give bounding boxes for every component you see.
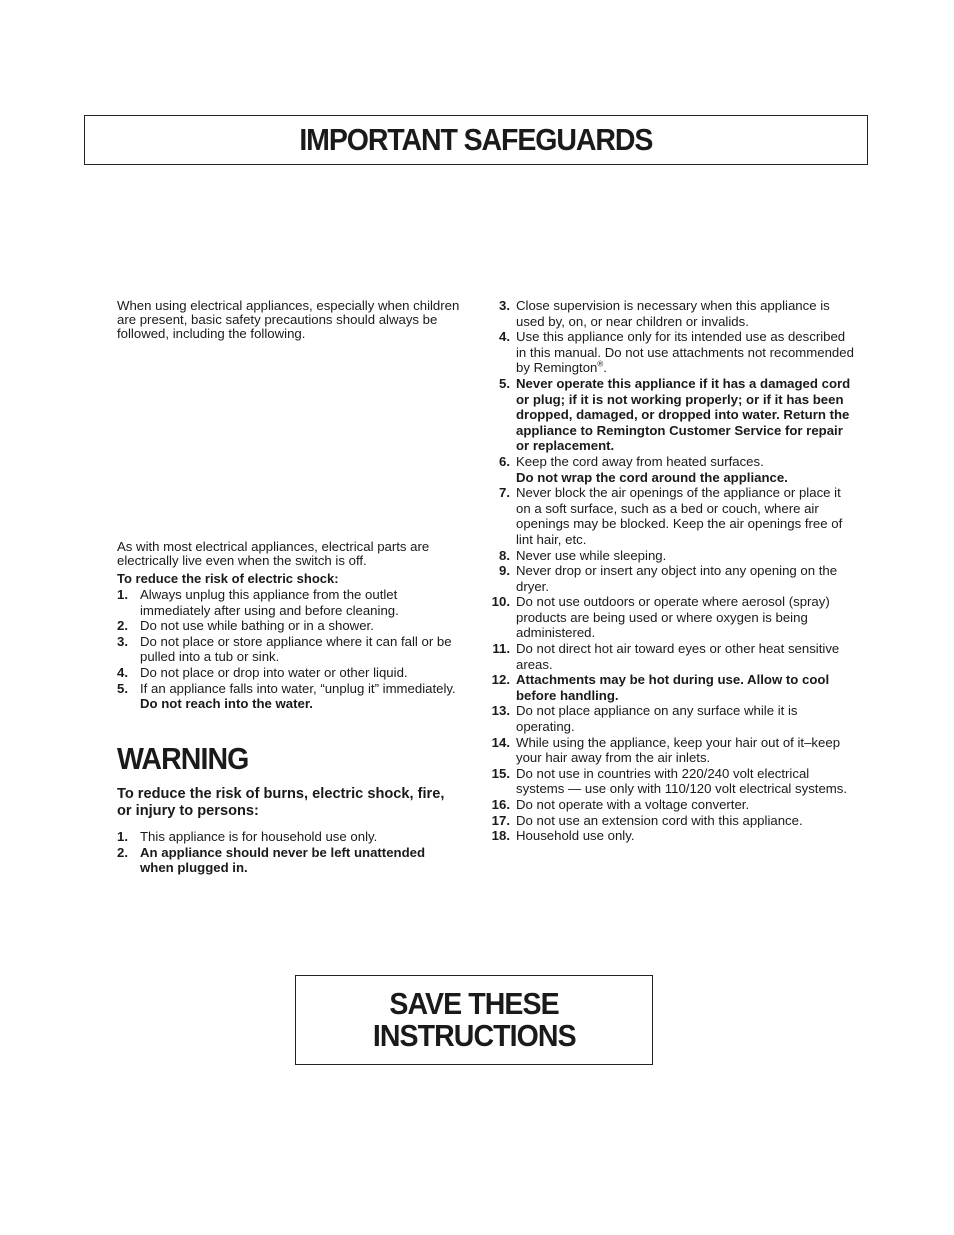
list-item: 6. Keep the cord away from heated surfaces. Do not wrap the cord around the appliance. xyxy=(499,453,788,485)
save-line-2: INSTRUCTIONS xyxy=(372,1018,576,1053)
list-item: 13. Do not place appliance on any surface while it is operating. xyxy=(491,703,798,735)
warning-list xyxy=(117,829,462,876)
list-item: 5. If an appliance falls into water, “unplug it” immediately. Do not reach into the water. xyxy=(117,680,456,712)
live-parts-paragraph: As with most electrical appliances, electrical parts are electrically live even when the switch is off. xyxy=(117,539,430,568)
list-item: 17. Do not use an extension cord with this appliance. xyxy=(491,812,803,828)
safeguards-list xyxy=(488,298,858,844)
shock-list xyxy=(117,587,462,712)
list-item: 15. Do not use in countries with 220/240 volt electrical systems — use only with 110/120 volt electrical systems. xyxy=(491,765,848,797)
list-item: 1. This appliance is for household use only. xyxy=(117,829,378,844)
list-item: 3. Do not place or store appliance where it can fall or be pulled into a tub or sink. xyxy=(117,633,452,665)
list-item: 7. Never block the air openings of the appliance or place it on a soft surface, such as a bed or couch, where air openings may be blocked. Keep the air openings free of lint hair, etc. xyxy=(499,485,843,547)
list-item: 14. While using the appliance, keep your hair out of it–keep your hair away from the air inlets. xyxy=(491,734,841,766)
title-box xyxy=(84,115,868,165)
list-item: 18. Household use only. xyxy=(491,828,635,844)
list-item: 3. Close supervision is necessary when this appliance is used by, on, or near children or invalids. xyxy=(499,298,830,329)
list-item: 9. Never drop or insert any object into any opening on the dryer. xyxy=(499,563,838,594)
list-item: 4. Use this appliance only for its intended use as described in this manual. Do not use attachments not recommended by Remington®. xyxy=(499,329,854,376)
list-item: 2. Do not use while bathing or in a shower. xyxy=(117,618,374,634)
list-item: 16. Do not operate with a voltage converter. xyxy=(491,797,750,812)
list-item: 11. Do not direct hot air toward eyes or other heat sensitive areas. xyxy=(492,641,840,672)
list-item: 12. Attachments may be hot during use. Allow to cool before handling. xyxy=(491,672,830,703)
save-line-1: SAVE THESE xyxy=(389,986,559,1021)
list-item: 10. Do not use outdoors or operate where aerosol (spray) products are being used or where oxygen is being administered. xyxy=(491,594,830,641)
shock-label: To reduce the risk of electric shock: xyxy=(117,571,339,586)
list-item: 4. Do not place or drop into water or other liquid. xyxy=(117,664,408,680)
save-instructions-box xyxy=(295,975,653,1065)
page-title: IMPORTANT SAFEGUARDS xyxy=(299,122,653,157)
list-item: 8. Never use while sleeping. xyxy=(499,547,667,563)
warning-heading: WARNING xyxy=(117,741,249,776)
list-item: 1. Always unplug this appliance from the outlet immediately after using and before cleaning. xyxy=(117,587,399,618)
list-item: 5. Never operate this appliance if it has a damaged cord or plug; if it is not working properly; or if it has been dropped, damaged, or dropped into water. Return the appliance to Remington Customer Service for repair or replacement. xyxy=(499,375,851,454)
intro-paragraph: When using electrical appliances, especially when children are present, basic safety precautions should always be followed, including the following. xyxy=(117,298,460,341)
list-item: 2. An appliance should never be left unattended when plugged in. xyxy=(117,844,426,876)
warning-subheading: To reduce the risk of burns, electric shock, fire, or injury to persons: xyxy=(117,786,445,819)
